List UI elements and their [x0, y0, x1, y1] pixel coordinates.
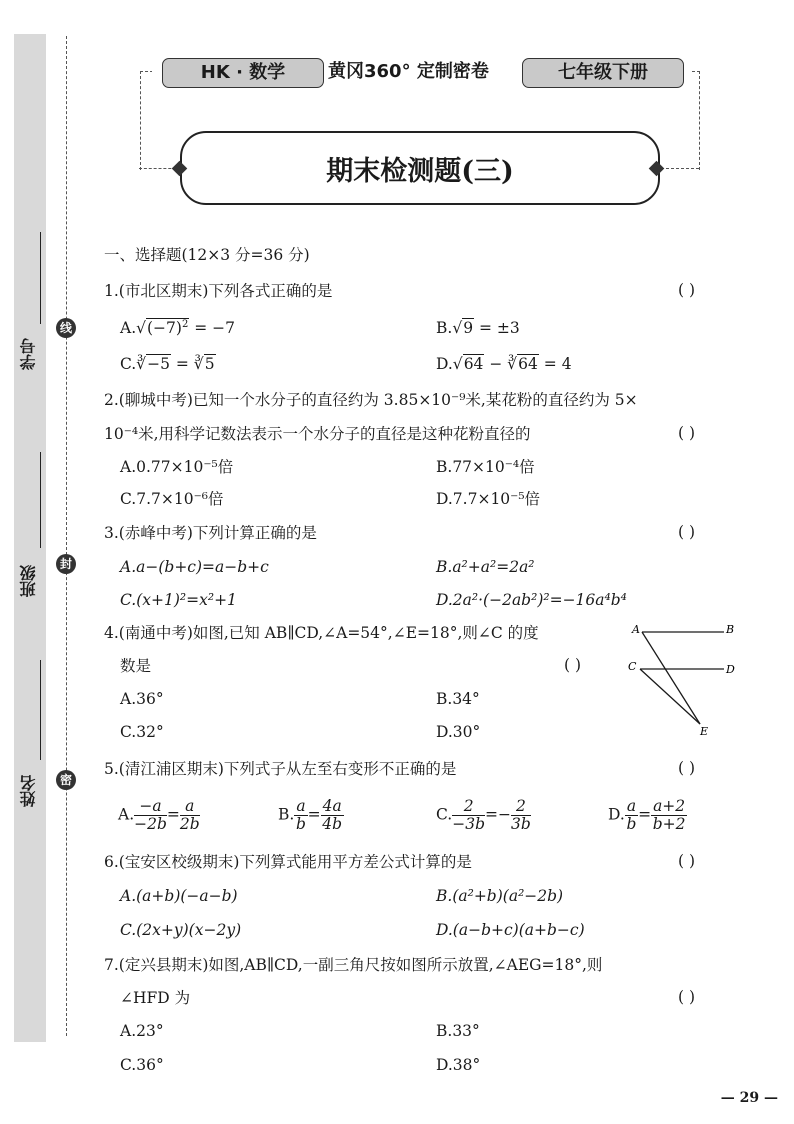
- q4-option-c: C.32°: [120, 723, 164, 741]
- q5-option-a-letter: A.: [118, 805, 135, 824]
- title-box: [180, 131, 660, 205]
- q5-option-b-letter: B.: [278, 805, 295, 824]
- section-heading: 一、选择题(12×3 分=36 分): [104, 246, 310, 264]
- q1-answer-bracket: ( ): [678, 281, 696, 299]
- page-title: 期末检测题(三): [326, 156, 514, 187]
- binding-strip: [14, 34, 46, 1042]
- q3-option-b: B.a²+a²=2a²: [436, 558, 535, 576]
- q6-option-a: A.(a+b)(−a−b): [120, 887, 238, 905]
- xuehao-underline: [40, 232, 41, 324]
- q5-option-d: D. $\frac{a}{b}$ = $\frac{a+2}{b+2}$: [608, 797, 686, 833]
- label-c: C: [628, 660, 637, 673]
- q3-stem: 3.(赤峰中考)下列计算正确的是: [104, 524, 317, 542]
- q2-option-d: D.7.7×10⁻⁵倍: [436, 490, 541, 508]
- q5a-num1: −a: [134, 798, 167, 816]
- q7-answer-bracket: ( ): [678, 988, 696, 1006]
- q5-option-d-letter: D.: [608, 805, 625, 824]
- seal-xian: 线: [56, 318, 76, 338]
- q5-option-c-letter: C.: [436, 805, 453, 824]
- q3-option-d: D.2a²·(−2ab²)²=−16a⁴b⁴: [436, 591, 627, 609]
- q1-option-b: B.√9 = ±3: [436, 319, 520, 337]
- q7-stem-line1: 7.(定兴县期末)如图,AB∥CD,一副三角尺按如图所示放置,∠AEG=18°,则: [104, 956, 603, 974]
- q1-option-a: $A.√(-7)^2 = -7$: [120, 319, 236, 337]
- label-b: B: [726, 623, 735, 636]
- label-d: D: [726, 663, 735, 676]
- q2-answer-bracket: ( ): [678, 424, 696, 442]
- q5d-den1: b: [626, 815, 637, 833]
- q7-option-d: D.38°: [436, 1056, 481, 1074]
- q5b-den2: 4b: [322, 815, 343, 833]
- q2-option-c: C.7.7×10⁻⁶倍: [120, 490, 224, 508]
- q5b-den1: b: [295, 815, 306, 833]
- q7-option-b: B.33°: [436, 1022, 480, 1040]
- q4-stem-line2: 数是: [120, 657, 152, 675]
- seal-mi: 密: [56, 770, 76, 790]
- q4-option-d: D.30°: [436, 723, 481, 741]
- binding-dashed-line: [66, 36, 67, 1036]
- grade-pill: 七年级下册: [522, 58, 684, 88]
- q7-option-c: C.36°: [120, 1056, 164, 1074]
- q5a-den1: −2b: [134, 815, 167, 833]
- q5c-den2: 3b: [511, 815, 531, 833]
- q4-option-b: B.34°: [436, 690, 480, 708]
- q5-answer-bracket: ( ): [678, 759, 696, 777]
- xingming-label: 姓名: [19, 775, 38, 807]
- banji-label: 班级: [19, 565, 38, 597]
- q4-option-a: A.36°: [120, 690, 164, 708]
- q6-option-c: C.(2x+y)(x−2y): [120, 921, 242, 939]
- q1-option-d: D.√64 − ∛64 = 4: [436, 355, 572, 373]
- q5-option-c: C. $\frac{2}{-3b}$ =− $\frac{2}{3b}$: [436, 797, 531, 833]
- q3-option-a: A.a−(b+c)=a−b+c: [120, 558, 269, 576]
- q5a-num2: a: [180, 798, 200, 816]
- q5b-num1: a: [296, 797, 306, 815]
- xingming-underline: [40, 660, 41, 760]
- q4-stem-line1: 4.(南通中考)如图,已知 AB∥CD,∠A=54°,∠E=18°,则∠C 的度: [104, 624, 539, 642]
- q3-answer-bracket: ( ): [678, 523, 696, 541]
- label-a: A: [632, 623, 640, 636]
- q6-option-d: D.(a−b+c)(a+b−c): [436, 921, 585, 939]
- q2-stem-line2: 10⁻⁴米,用科学记数法表示一个水分子的直径是这种花粉直径的: [104, 425, 531, 443]
- q5d-den2: b+2: [652, 815, 686, 833]
- q1-stem: 1.(市北区期末)下列各式正确的是: [104, 282, 333, 300]
- brand-text: 黄冈360° 定制密卷: [328, 61, 489, 82]
- page-number: — 29 —: [720, 1090, 778, 1106]
- q5-option-b: B. $\frac{a}{b}$ = $\frac{4a}{4b}$: [278, 797, 343, 833]
- q5c-den1: −3b: [452, 815, 486, 833]
- label-e: E: [700, 725, 709, 738]
- q5c-num2: 2: [511, 798, 531, 816]
- banji-underline: [40, 452, 41, 548]
- q5-option-a: A. $\frac{-a}{-2b}$ = $\frac{a}{2b}$: [118, 797, 200, 833]
- xuehao-label: 学号: [19, 338, 38, 370]
- q2-stem-line1: 2.(聊城中考)已知一个水分子的直径约为 3.85×10⁻⁹米,某花粉的直径约为 5×: [104, 391, 638, 409]
- q1-option-c: C.∛−5 = ∛5: [120, 355, 215, 373]
- q5a-den2: 2b: [179, 815, 200, 833]
- q7-stem-line2: ∠HFD 为: [120, 989, 191, 1007]
- q2-option-a: A.0.77×10⁻⁵倍: [120, 458, 234, 476]
- q4-figure: [624, 620, 748, 740]
- q6-stem: 6.(宝安区校级期末)下列算式能用平方差公式计算的是: [104, 853, 472, 871]
- q2-option-b: B.77×10⁻⁴倍: [436, 458, 535, 476]
- q5d-num2: a+2: [653, 797, 686, 815]
- q7-option-a: A.23°: [120, 1022, 164, 1040]
- subject-pill: HK · 数学: [162, 58, 324, 88]
- q5c-num1: 2: [452, 798, 485, 816]
- q5d-num1: a: [626, 797, 637, 815]
- q5b-num2: 4a: [322, 797, 342, 815]
- q4-answer-bracket: ( ): [564, 656, 582, 674]
- q6-answer-bracket: ( ): [678, 852, 696, 870]
- q6-option-b: B.(a²+b)(a²−2b): [436, 887, 564, 905]
- seal-feng: 封: [56, 554, 76, 574]
- q5-stem: 5.(清江浦区期末)下列式子从左至右变形不正确的是: [104, 760, 457, 778]
- q3-option-c: C.(x+1)²=x²+1: [120, 591, 237, 609]
